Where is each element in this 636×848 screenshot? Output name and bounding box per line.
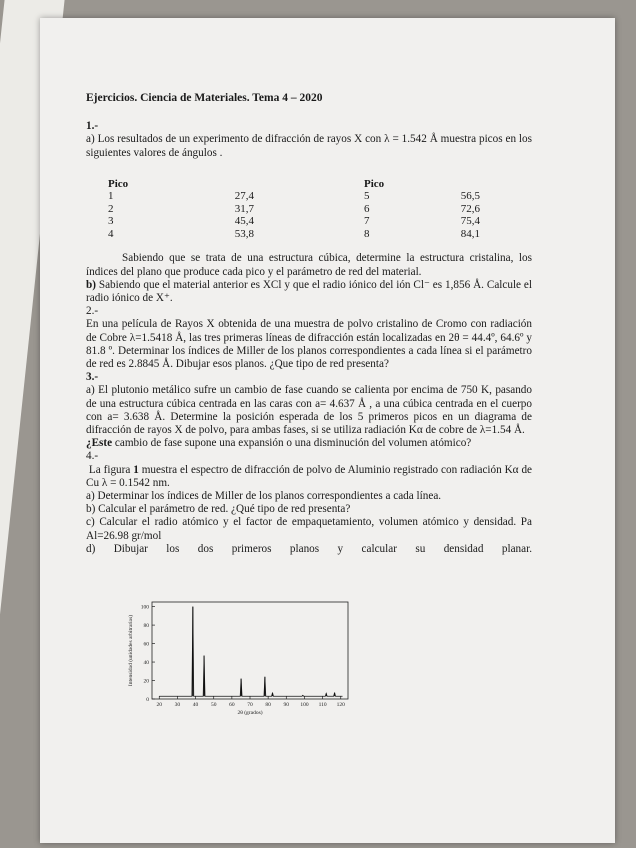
exercise-4-intro: La figura 1 muestra el espectro de difracción de polvo de Aluminio registrado con radiación Kα de Cu λ = 0.1542 nm. [86, 463, 533, 489]
table-row: 1 27,4 5 56,5 [108, 190, 480, 203]
x-tick-label: 90 [283, 702, 290, 708]
exercise-4c: c) Calcular el radio atómico y el factor de empaquetamiento, volumen atómico y densidad. Pa Al=26.98 gr/mol [86, 516, 532, 542]
y-tick-label: 40 [143, 660, 149, 667]
xrd-chart [120, 596, 355, 736]
table-row: 4 53,8 8 84,1 [108, 227, 480, 240]
exercise-4b: b) Calcular el parámetro de red. ¿Qué tipo de red presenta? [86, 503, 351, 516]
exercise-3-number: 3.- [86, 371, 99, 384]
exercise-2-number: 2.- [86, 305, 99, 318]
x-axis-label: 2θ (grados) [237, 710, 263, 716]
exercise-3-text: a) El plutonio metálico sufre un cambio de fase cuando se calienta por encima de 750 K, pasando de una estructura cúbica centrada en las caras con a= 4.637 Å , a una cúbica centrada en el cuerpo con a= 3.638 Å. Determine la posición esperada de los 5 primeros picos en un diagrama de difracción de rayos X de polvo, para ambas fases, si se utiliza radiación Kα de cobre de λ=1.54 Å. [86, 384, 532, 436]
x-tick-label: 120 [336, 702, 345, 708]
document-body [86, 92, 532, 556]
exercise-2-text: En una película de Rayos X obtenida de una muestra de polvo cristalino de Cromo con radiación de Cobre λ=1.5418 Å, las tres primeras líneas de difracción están localizadas en 2θ = 44.4º, 64.6º y 81.8 º. Determinar los índices de Miller de los planos correspondientes a cada línea si el parámetro de red es 2.8845 Å. Dibujar esos planos. ¿Que tipo de red presenta? [86, 318, 532, 370]
table-row: 3 45,4 7 75,4 [108, 215, 480, 228]
plot-frame [152, 602, 348, 699]
x-tick-label: 30 [174, 702, 181, 708]
doc-title: Ejercicios. Ciencia de Materiales. Tema 4 – 2020 [86, 92, 323, 104]
x-tick-label: 40 [192, 702, 199, 708]
xrd-chart-svg [120, 596, 355, 736]
exercise-1-paragraph: Sabiendo que se trata de una estructura cúbica, determine la estructura cristalina, los índices del plano que produce cada pico y el parámetro de red del material. [86, 252, 532, 278]
exercise-1-number: 1.- [86, 120, 99, 133]
x-tick-label: 50 [210, 702, 217, 708]
x-tick-label: 110 [318, 702, 327, 708]
table-row: 2 31,7 6 72,6 [108, 202, 480, 215]
y-tick-label: 20 [143, 678, 149, 685]
exercise-4a: a) Determinar los índices de Miller de los planos correspondientes a cada línea. [86, 489, 442, 502]
figure-number: 1 [133, 463, 139, 476]
exercise-1b-label: b) [86, 278, 96, 291]
exercise-3-question-start: ¿Este [86, 437, 113, 450]
x-tick-label: 80 [265, 702, 271, 708]
exercise-1b [86, 279, 532, 305]
exercise-3-question-text: cambio de fase supone una expansión o una disminución del volumen atómico? [112, 437, 472, 450]
exercise-1a-text: a) Los resultados de un experimento de difracción de rayos X con λ = 1.542 Å muestra picos en los siguientes valores de ángulos . [86, 133, 532, 159]
spectrum-line [159, 607, 342, 697]
y-tick-label: 80 [143, 623, 149, 630]
exercise-1b-text: Sabiendo que el material anterior es XCl y que el radio iónico del ión Cl⁻ es 1,856 Å. Calcule el radio iónico de X⁺. [86, 278, 532, 304]
col-pico-2: Pico [364, 177, 385, 190]
exercise-4d: d) Dibujar los dos primeros planos y calcular su densidad planar. [86, 542, 532, 555]
x-tick-label: 60 [229, 702, 235, 708]
y-axis-label: Intensidad (unidades arbitrarias) [128, 614, 134, 687]
x-tick-label: 20 [156, 702, 163, 708]
peaks-table [108, 178, 480, 241]
x-tick-label: 100 [300, 702, 309, 708]
exercise-4-number: 4.- [86, 450, 99, 463]
y-tick-label: 0 [146, 697, 149, 703]
y-tick-label: 100 [140, 604, 149, 611]
col-pico-1: Pico [108, 177, 129, 190]
x-tick-label: 70 [247, 702, 253, 708]
exercise-3-question [86, 437, 532, 450]
y-tick-label: 60 [143, 641, 149, 648]
